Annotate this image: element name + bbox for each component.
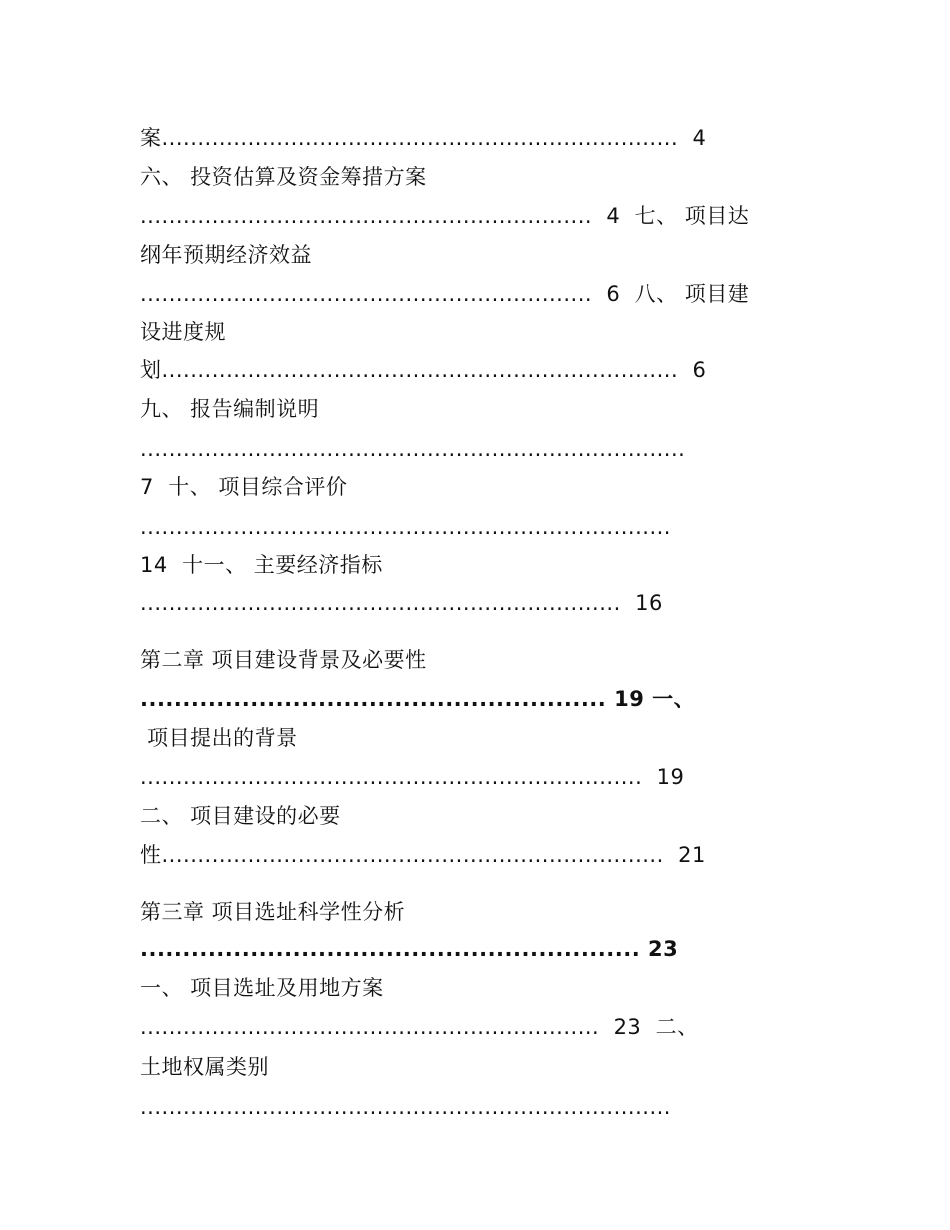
toc-line: 二、 项目建设的必要 <box>140 804 341 828</box>
toc-line: ........................................................... 23 <box>140 937 679 961</box>
toc-line: 14 十一、 主要经济指标 <box>140 553 383 577</box>
toc-line: 7 十、 项目综合评价 <box>140 475 348 499</box>
toc-line: ....................................................... 19 一、 <box>140 687 696 711</box>
toc-line: 项目提出的背景 <box>140 726 298 750</box>
toc-line: 一、 项目选址及用地方案 <box>140 976 384 1000</box>
toc-line: 性...................................................................... 21 <box>140 843 706 867</box>
toc-line: ............................................................... 6 八、 项目建 <box>140 282 750 306</box>
toc-line: .......................................................................... <box>140 1095 671 1119</box>
toc-line: ...................................................................... 19 <box>140 765 685 789</box>
toc-line: ................................................................ 23 二、 <box>140 1015 699 1039</box>
toc-line: 土地权属类别 <box>140 1055 269 1079</box>
toc-line: 划........................................................................ 6 <box>140 358 707 382</box>
toc-line: ............................................................... 4 七、 项目达 <box>140 204 750 228</box>
chapter-heading: 第三章 项目选址科学性分析 <box>140 900 406 924</box>
toc-line: 案........................................................................ 4 <box>140 126 707 150</box>
toc-line: .......................................................................... <box>140 515 671 539</box>
toc-line: ............................................................................ <box>140 437 686 461</box>
toc-line: 九、 报告编制说明 <box>140 397 320 421</box>
toc-line: 六、 投资估算及资金筹措方案 <box>140 165 427 189</box>
toc-line: 设进度规 <box>140 320 226 344</box>
toc-line: ................................................................... 16 <box>140 591 663 615</box>
chapter-heading: 第二章 项目建设背景及必要性 <box>140 648 427 672</box>
toc-line: 纲年预期经济效益 <box>140 243 312 267</box>
